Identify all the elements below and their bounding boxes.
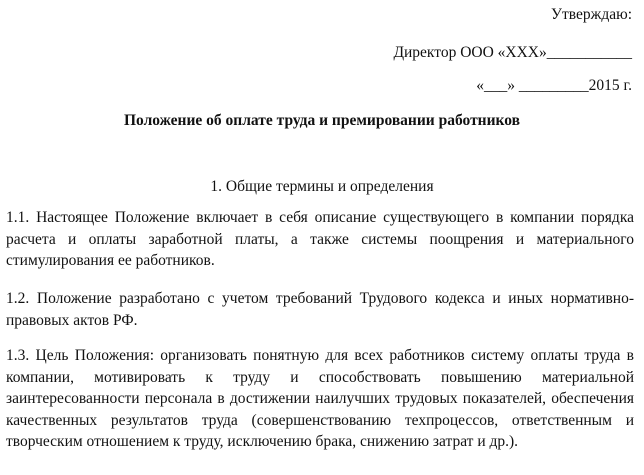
approval-date-line: «___» _________2015 г. — [476, 77, 632, 94]
document-title: Положение об оплате труда и премировании работников — [123, 112, 520, 129]
paragraph-1-3: 1.3. Цель Положения: организовать понятную для всех работников систему оплаты труда в компании, мотивировать к труду и способствовать повышению материальной заинтересованности персонала в достижении наилучших трудовых показателей, обеспечения качественных результатов труда (совершенствованию техпроцессов, ответственным и творческим отношением к труду, исключению брака, снижению затрат и др.). — [6, 347, 634, 450]
paragraph-1-1: 1.1. Настоящее Положение включает в себя описание существующего в компании порядка расчета и оплаты заработной платы, а также системы поощрения и материального стимулирования ее работников. — [6, 209, 634, 269]
paragraph-1-2: 1.2. Положение разработано с учетом требований Трудового кодекса и иных нормативно-правовых актов РФ. — [6, 290, 634, 329]
approval-label: Утверждаю: — [551, 6, 632, 23]
director-signature-line: Директор ООО «ХХХ»___________ — [393, 44, 632, 61]
section-heading: 1. Общие термины и определения — [210, 178, 434, 195]
